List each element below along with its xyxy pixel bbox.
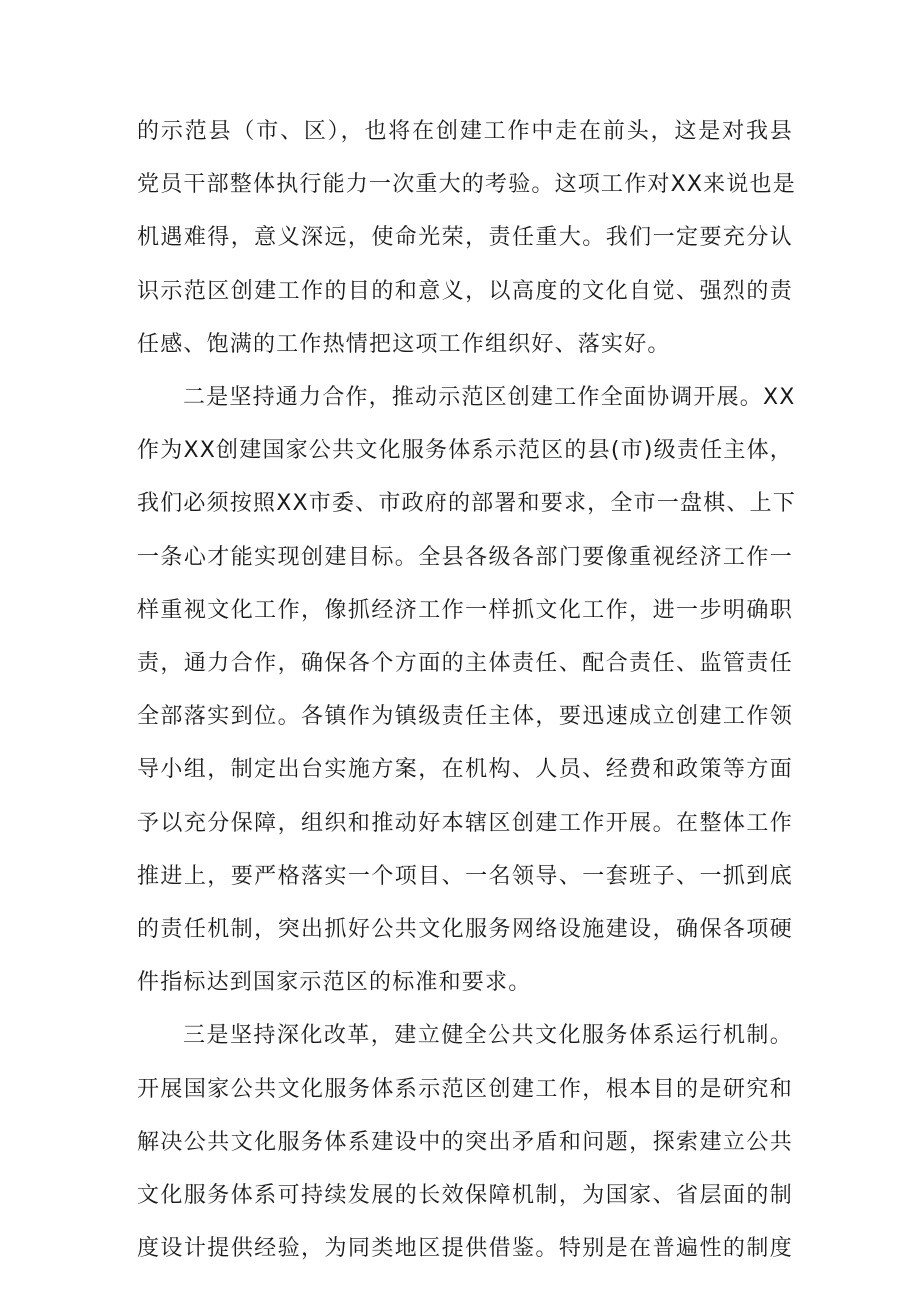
text-line: 任感、饱满的工作热情把这项工作组织好、落实好。 [137, 331, 671, 357]
paragraph-1 [137, 105, 796, 371]
text-line: 文化服务体系可持续发展的长效保障机制，为国家、省层面的制 [137, 1183, 793, 1209]
text-line: 度设计提供经验，为同类地区提供借鉴。特别是在普遍性的制度 [137, 1236, 793, 1262]
text-line: 件指标达到国家示范区的标准和要求。 [137, 970, 532, 996]
text-line: 予以充分保障，组织和推动好本辖区创建工作开展。在整体工作 [137, 810, 793, 836]
paragraph-3 [137, 1009, 793, 1275]
text-line: 作为XX创建国家公共文化服务体系示范区的县(市)级责任主体， [137, 438, 793, 464]
text-line: 责，通力合作，确保各个方面的主体责任、配合责任、监管责任 [137, 651, 793, 677]
text-line: 的责任机制，突出抓好公共文化服务网络设施建设，确保各项硬 [137, 917, 793, 943]
text-line: 三是坚持深化改革，建立健全公共文化服务体系运行机制。 [183, 1023, 793, 1049]
text-line: 导小组，制定出台实施方案，在机构、人员、经费和政策等方面 [137, 757, 793, 783]
text-line: 一条心才能实现创建目标。全县各级各部门要像重视经济工作一 [137, 544, 793, 570]
document-body [137, 105, 796, 1275]
text-line: 识示范区创建工作的目的和意义，以高度的文化自觉、强烈的责 [137, 278, 793, 304]
text-line: 我们必须按照XX市委、市政府的部署和要求，全市一盘棋、上下 [137, 491, 796, 517]
text-line: 推进上，要严格落实一个项目、一名领导、一套班子、一抓到底 [137, 863, 793, 889]
text-line: 样重视文化工作，像抓经济工作一样抓文化工作，进一步明确职 [137, 597, 793, 623]
paragraph-2 [137, 371, 796, 1009]
text-line: 机遇难得，意义深远，使命光荣，责任重大。我们一定要充分认 [137, 225, 793, 251]
text-line: 开展国家公共文化服务体系示范区创建工作，根本目的是研究和 [137, 1076, 793, 1102]
text-line: 二是坚持通力合作，推动示范区创建工作全面协调开展。XX [183, 385, 796, 411]
text-line: 党员干部整体执行能力一次重大的考验。这项工作对XX来说也是 [137, 172, 796, 198]
text-line: 全部落实到位。各镇作为镇级责任主体，要迅速成立创建工作领 [137, 704, 793, 730]
text-line: 的示范县（市、区），也将在创建工作中走在前头，这是对我县 [137, 119, 793, 144]
text-line: 解决公共文化服务体系建设中的突出矛盾和问题，探索建立公共 [137, 1129, 793, 1155]
